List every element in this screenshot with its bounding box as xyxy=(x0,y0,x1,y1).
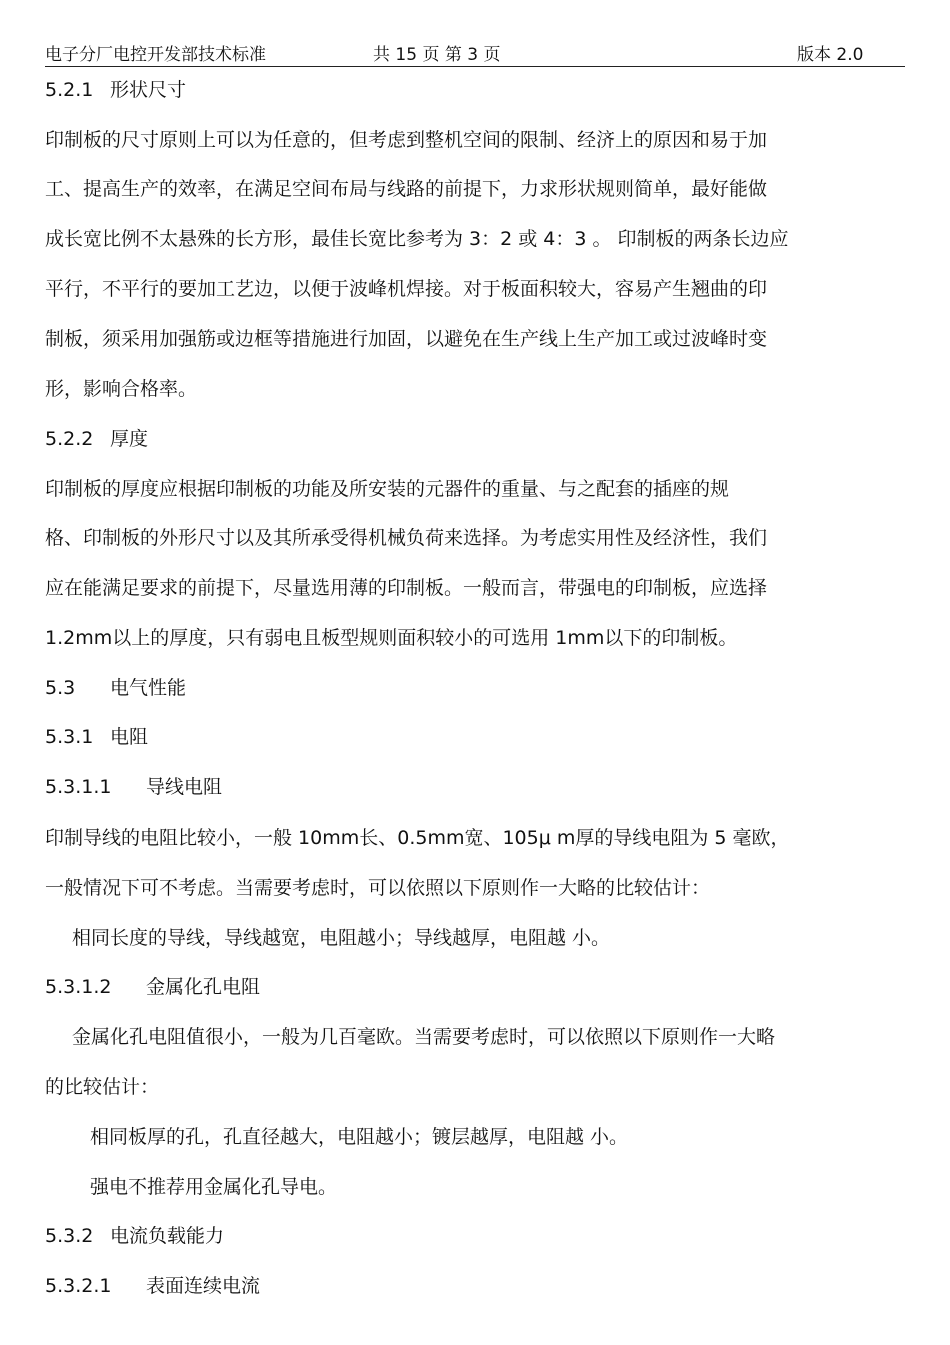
paragraph-line: 的比较估计： xyxy=(45,1076,160,1098)
section-number: 5.3 xyxy=(45,677,76,699)
section-number: 5.3.2 xyxy=(45,1225,94,1247)
paragraph-line: 1.2mm以上的厚度，只有弱电且板型规则面积较小的可选用 1mm以下的印制板。 xyxy=(45,627,738,649)
paragraph-line: 制板，须采用加强筋或边框等措施进行加固，以避免在生产线上生产加工或过波峰时变 xyxy=(45,328,768,350)
paragraph-line: 强电不推荐用金属化孔导电。 xyxy=(90,1176,338,1198)
paragraph-line: 形，影响合格率。 xyxy=(45,378,198,400)
section-title: 导线电阻 xyxy=(146,776,223,798)
section-title: 形状尺寸 xyxy=(110,79,187,101)
paragraph-line: 相同长度的导线，导线越宽，电阻越小；导线越厚，电阻越 小。 xyxy=(72,927,611,949)
paragraph-line: 工、提高生产的效率，在满足空间布局与线路的前提下，力求形状规则简单，最好能做 xyxy=(45,178,768,200)
section-number: 5.2.2 xyxy=(45,428,94,450)
section-title: 电阻 xyxy=(110,726,149,748)
section-title: 电流负载能力 xyxy=(110,1225,225,1247)
doc-title: 电子分厂电控开发部技术标准 xyxy=(45,45,266,65)
paragraph-line: 一般情况下可不考虑。当需要考虑时，可以依照以下原则作一大略的比较估计： xyxy=(45,877,711,899)
paragraph-line: 应在能满足要求的前提下，尽量选用薄的印制板。一般而言，带强电的印制板，应选择 xyxy=(45,577,768,599)
section-number: 5.3.1.2 xyxy=(45,976,112,998)
page-header xyxy=(45,38,905,67)
section-title: 表面连续电流 xyxy=(146,1275,261,1297)
paragraph-line: 格、印制板的外形尺寸以及其所承受得机械负荷来选择。为考虑实用性及经济性，我们 xyxy=(45,527,768,549)
paragraph-line: 印制板的尺寸原则上可以为任意的，但考虑到整机空间的限制、经济上的原因和易于加 xyxy=(45,129,768,151)
paragraph-line: 印制板的厚度应根据印制板的功能及所安装的元器件的重量、与之配套的插座的规 xyxy=(45,478,730,500)
version-label: 版本 2.0 xyxy=(797,45,864,65)
paragraph-line: 平行，不平行的要加工艺边，以便于波峰机焊接。对于板面积较大，容易产生翘曲的印 xyxy=(45,278,768,300)
paragraph-line: 金属化孔电阻值很小，一般为几百毫欧。当需要考虑时，可以依照以下原则作一大略 xyxy=(72,1026,776,1048)
section-number: 5.2.1 xyxy=(45,79,94,101)
paragraph-line: 相同板厚的孔，孔直径越大，电阻越小；镀层越厚，电阻越 小。 xyxy=(90,1126,629,1148)
section-number: 5.3.1.1 xyxy=(45,776,112,798)
paragraph-line: 成长宽比例不太悬殊的长方形，最佳长宽比参考为 3：2 或 4：3 。 印制板的两条长边应 xyxy=(45,228,789,250)
section-number: 5.3.2.1 xyxy=(45,1275,112,1297)
section-number: 5.3.1 xyxy=(45,726,94,748)
paragraph-line: 印制导线的电阻比较小，一般 10mm长、0.5mm宽、105μ m厚的导线电阻为 5 毫欧， xyxy=(45,827,790,849)
section-title: 金属化孔电阻 xyxy=(146,976,261,998)
page-info: 共 15 页 第 3 页 xyxy=(373,45,501,65)
section-title: 电气性能 xyxy=(110,677,187,699)
section-title: 厚度 xyxy=(110,428,149,450)
